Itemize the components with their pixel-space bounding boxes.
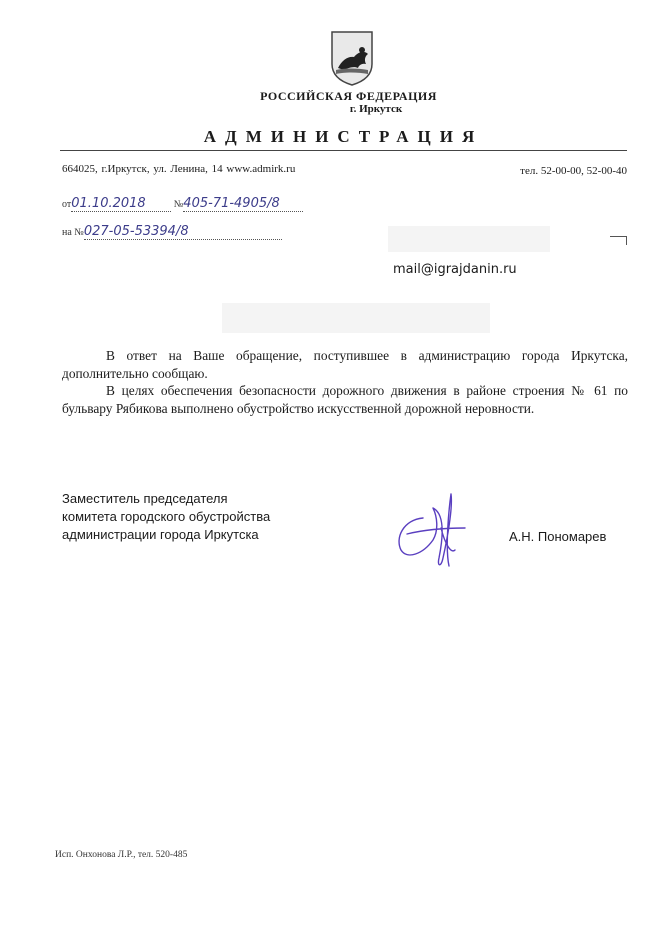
- date-value: 01.10.2018: [71, 196, 146, 211]
- address-line: 664025, г.Иркутск, ул. Ленина, 14 www.admirk.ru: [62, 163, 296, 175]
- organization-title: АДМИНИСТРАЦИЯ: [203, 127, 484, 146]
- handwritten-signature: [393, 488, 473, 574]
- irkutsk-coat-of-arms-icon: [328, 30, 376, 86]
- signer-title-line-1: Заместитель председателя: [62, 491, 228, 506]
- executor-info: Исп. Онхонова Л.Р., тел. 520-485: [55, 850, 188, 860]
- number-label: №: [173, 199, 184, 210]
- recipient-email: mail@igrajdanin.ru: [393, 262, 517, 277]
- signer-title-line-2: комитета городского обустройства: [62, 509, 271, 524]
- reply-field: [84, 224, 282, 240]
- reply-label: на №: [62, 227, 84, 238]
- letter-body: [62, 347, 628, 417]
- body-paragraph-1: В ответ на Ваше обращение, поступившее в администрацию города Иркутска, дополнительно сообщаю.: [62, 348, 628, 381]
- body-paragraph-2: В целях обеспечения безопасности дорожного движения в районе строения № 61 по бульвару Рябикова выполнено обустройство искусственной дорожной неровности.: [62, 383, 628, 416]
- city-name: г. Иркутск: [349, 103, 403, 115]
- redacted-recipient-name: [388, 226, 550, 252]
- number-field: [183, 196, 303, 212]
- address-block-corner: [610, 236, 627, 245]
- country-name: РОССИЙСКАЯ ФЕДЕРАЦИЯ: [260, 89, 437, 103]
- header-divider: [60, 150, 627, 151]
- number-value: 405-71-4905/8: [183, 196, 280, 211]
- redacted-salutation: [222, 303, 490, 333]
- outgoing-registration: [62, 196, 303, 212]
- phone-numbers: тел. 52-00-00, 52-00-40: [520, 165, 627, 177]
- from-label: от: [62, 199, 72, 210]
- reply-registration: [62, 224, 282, 240]
- reply-number-value: 027-05-53394/8: [83, 224, 189, 239]
- signer-title-line-3: администрации города Иркутска: [62, 527, 259, 542]
- signer-title: [62, 490, 270, 544]
- signer-name: А.Н. Пономарев: [509, 529, 607, 544]
- date-field: [71, 196, 171, 212]
